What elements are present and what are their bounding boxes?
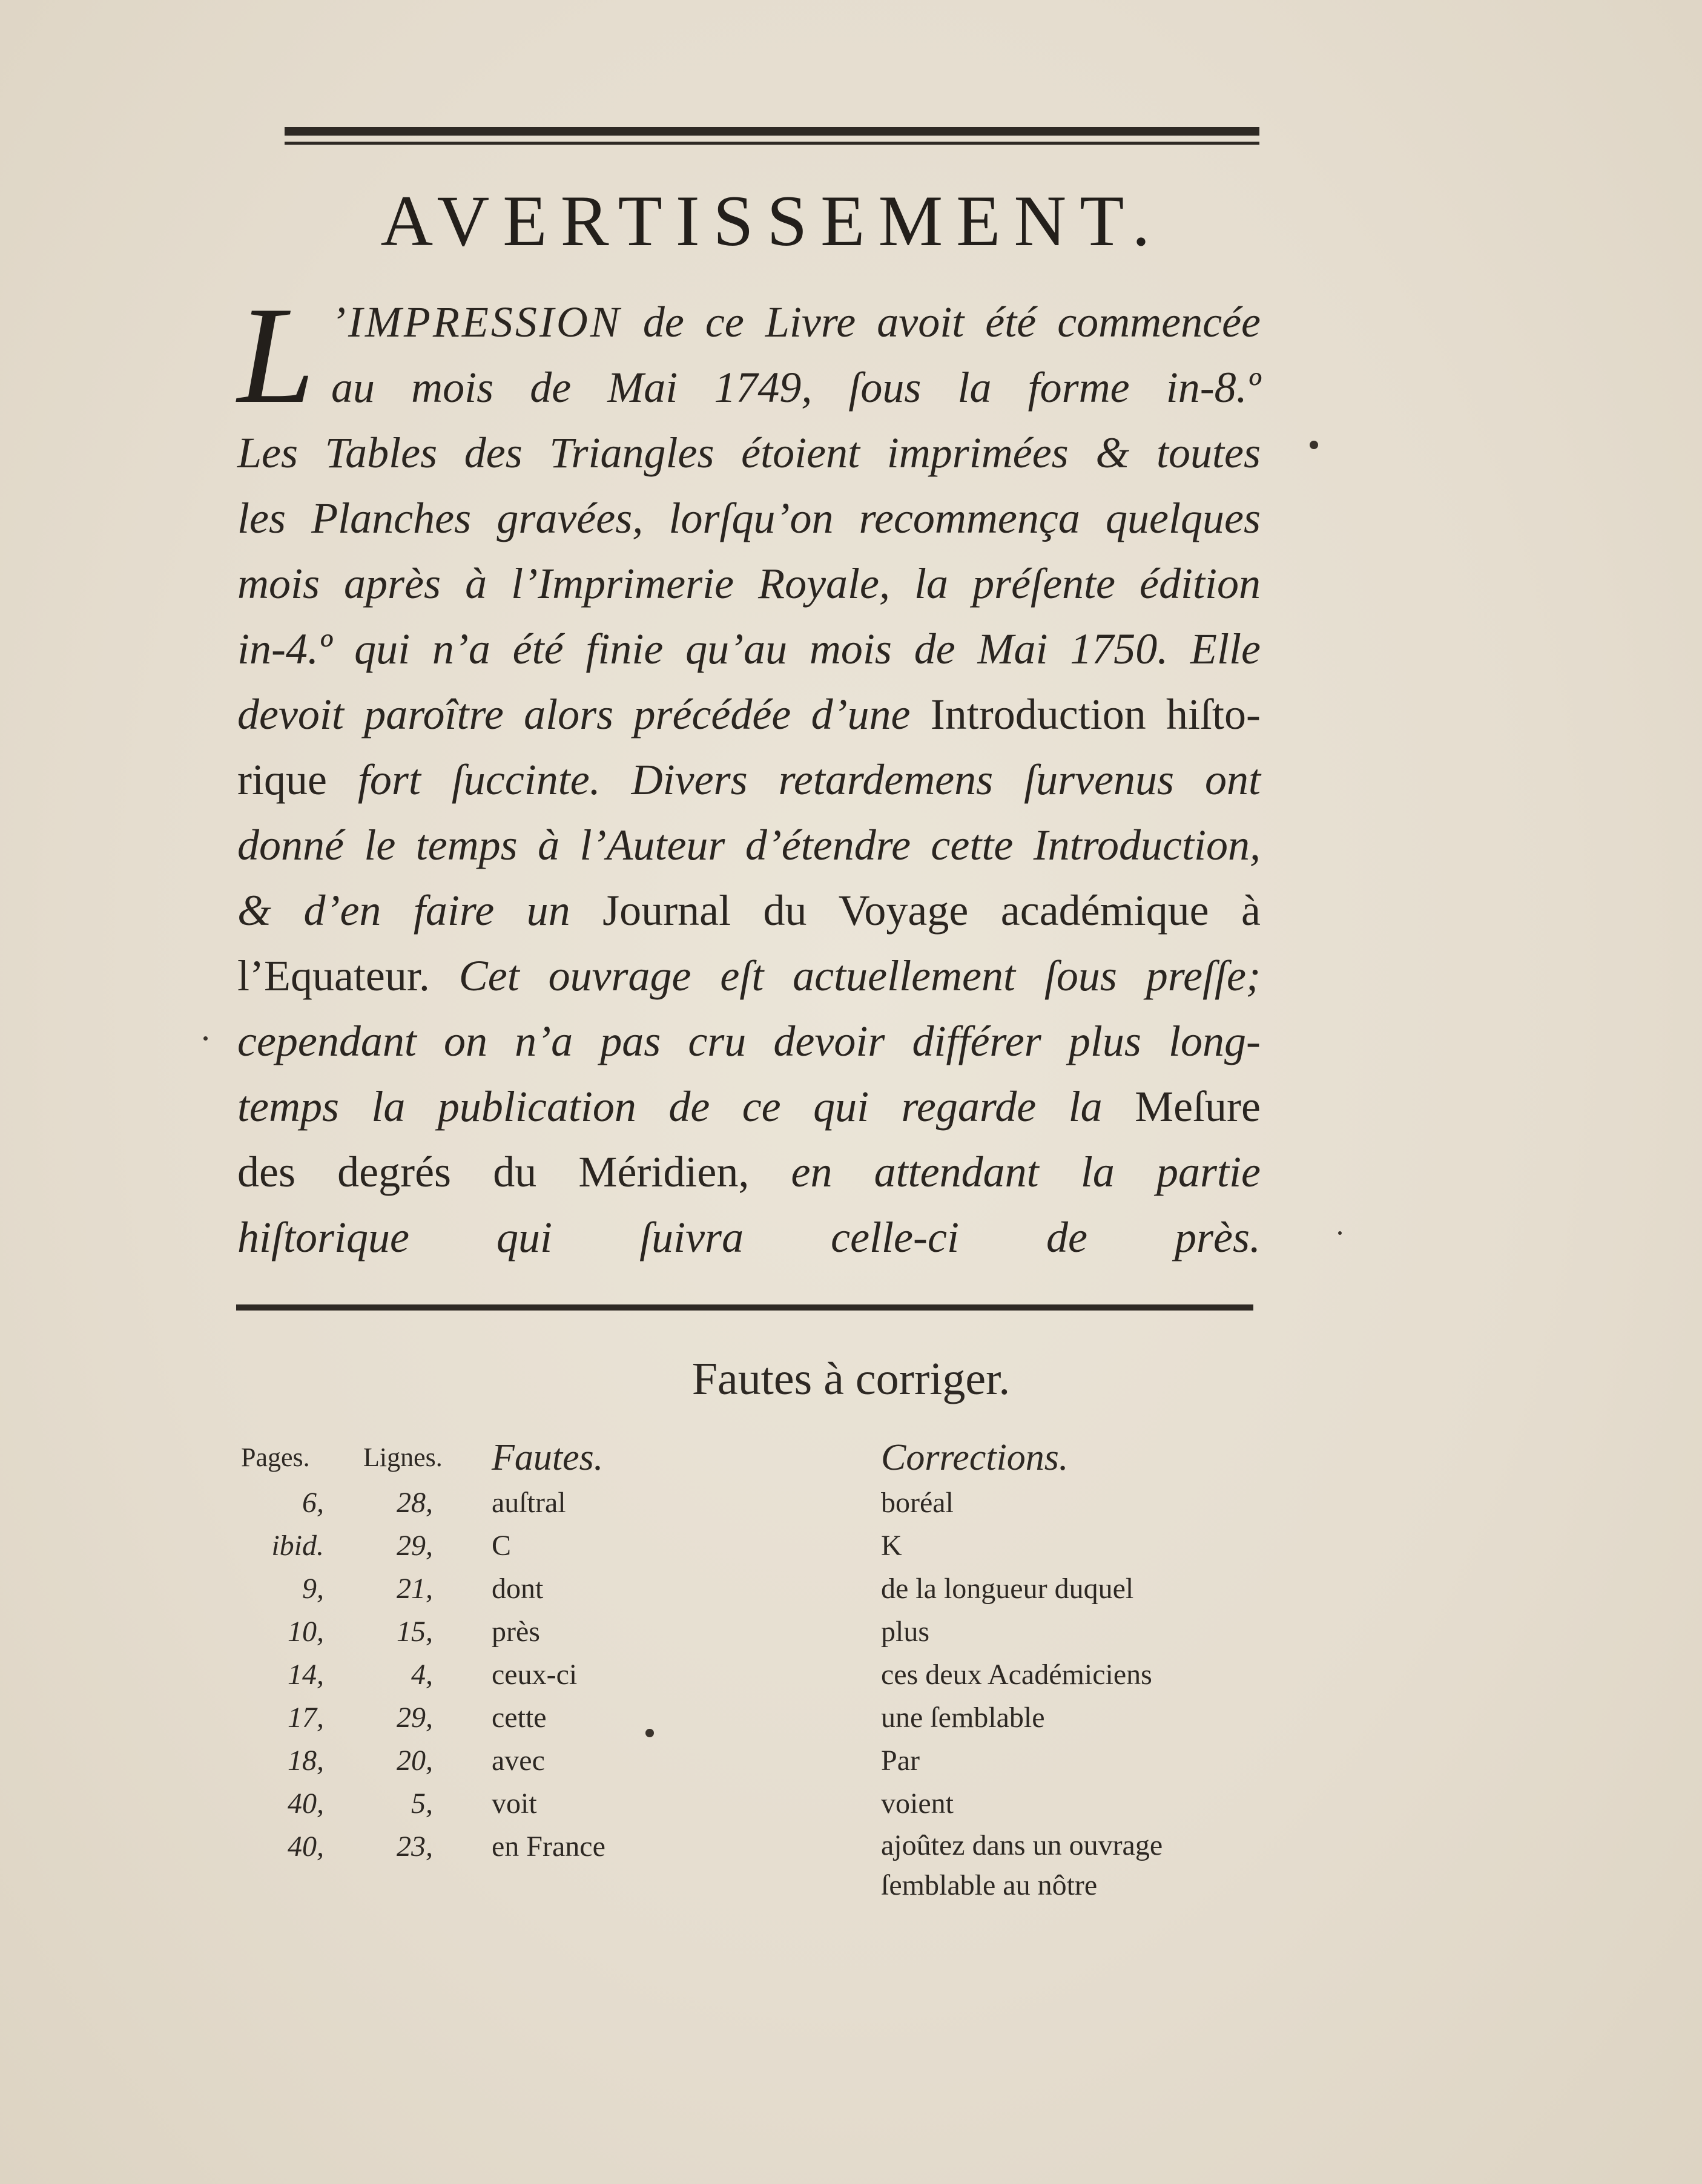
- body-line: [237, 943, 1261, 1008]
- body-text-segment: des degrés du Méridien,: [237, 1148, 791, 1196]
- ink-speck: [203, 1036, 208, 1041]
- errata-fault: cette: [492, 1702, 547, 1734]
- errata-correction: une ſemblable: [881, 1702, 1045, 1734]
- body-line: [331, 289, 1261, 355]
- top-rule-thin: [285, 142, 1259, 145]
- body-line: [237, 1008, 1261, 1074]
- errata-fault: près: [492, 1616, 540, 1648]
- body-line: [237, 420, 1261, 485]
- errata-line: 5,: [411, 1788, 433, 1820]
- errata-page: 18,: [288, 1745, 324, 1777]
- body-line: [237, 747, 1261, 812]
- body-line: [237, 812, 1261, 878]
- ink-speck: [645, 1729, 654, 1737]
- body-text-segment: Introduction hiſto-: [930, 690, 1261, 738]
- errata-page: 40,: [288, 1830, 324, 1863]
- body-text-segment: au mois de Mai 1749, ſous la forme in-8.º: [331, 363, 1261, 412]
- errata-page: 40,: [288, 1788, 324, 1820]
- body-line: [237, 878, 1261, 943]
- body-text-segment: fort ſuccinte. Divers retardemens ſurvenus ont: [357, 755, 1261, 804]
- errata-fault: C: [492, 1530, 512, 1562]
- errata-correction: de la longueur duquel: [881, 1573, 1134, 1605]
- errata-line: 20,: [397, 1745, 433, 1777]
- body-text-segment: & d’en faire un: [237, 886, 603, 935]
- errata-fault: en France: [492, 1830, 605, 1863]
- body-text-segment: Les Tables des Triangles étoient imprimées & toutes: [237, 429, 1261, 477]
- body-line: [331, 355, 1261, 420]
- errata-correction: voient: [881, 1788, 954, 1820]
- ink-speck: [1338, 1231, 1342, 1235]
- body-text-segment: Meſure: [1135, 1082, 1261, 1131]
- errata-line: 21,: [397, 1573, 433, 1605]
- errata-line: 29,: [397, 1530, 433, 1562]
- header-pages: Pages.: [241, 1442, 310, 1472]
- body-text-segment: en attendant la partie: [791, 1148, 1261, 1196]
- body-text-segment: temps la publication de ce qui regarde la: [237, 1082, 1135, 1131]
- page-title: AVERTISSEMENT.: [380, 180, 1164, 261]
- errata-line: 29,: [397, 1702, 433, 1734]
- drop-capital: L: [237, 278, 315, 432]
- body-text-segment: rique: [237, 755, 358, 804]
- errata-page: ibid.: [271, 1530, 324, 1562]
- body-line: [237, 616, 1261, 682]
- body-text-segment: Journal du Voyage académique à: [602, 886, 1261, 935]
- header-fautes: Fautes.: [492, 1437, 604, 1478]
- errata-line: 4,: [411, 1659, 433, 1691]
- errata-correction: plus: [881, 1616, 930, 1648]
- errata-fault: avec: [492, 1745, 545, 1777]
- body-text-segment: les Planches gravées, lorſqu’on recommença quelques: [237, 494, 1261, 542]
- errata-page: 14,: [288, 1659, 324, 1691]
- body-text-segment: de ce Livre avoit été commencée: [621, 298, 1261, 346]
- errata-page: 9,: [302, 1573, 324, 1605]
- body-line: [237, 1139, 1261, 1205]
- errata-line: 28,: [397, 1487, 433, 1519]
- errata-line: 15,: [397, 1616, 433, 1648]
- body-text-segment: donné le temps à l’Auteur d’étendre cette Introduction,: [237, 821, 1261, 869]
- body-text-segment: ’IMPRESSION: [331, 298, 622, 346]
- body-text-segment: Cet ouvrage eſt actuellement ſous preſſe;: [458, 952, 1261, 1000]
- top-rule-thick: [285, 127, 1259, 136]
- body-text-segment: in-4.º qui n’a été finie qu’au mois de Mai 1750. Elle: [237, 625, 1261, 673]
- ink-speck: [1310, 441, 1318, 449]
- header-lignes: Lignes.: [363, 1442, 443, 1472]
- errata-page: 10,: [288, 1616, 324, 1648]
- body-line: [237, 1074, 1261, 1139]
- body-line: [237, 1205, 1261, 1270]
- body-text-segment: cependant on n’a pas cru devoir différer plus long-: [237, 1017, 1261, 1065]
- section-rule: [236, 1304, 1253, 1311]
- errata-fault: dont: [492, 1573, 544, 1605]
- body-line: [237, 485, 1261, 551]
- errata-title: Fautes à corriger.: [691, 1353, 1011, 1404]
- errata-page: 6,: [302, 1487, 324, 1519]
- body-text-segment: devoit paroître alors précédée d’une: [237, 690, 931, 738]
- errata-correction: K: [881, 1530, 902, 1562]
- body-text-segment: mois après à l’Imprimerie Royale, la préſente édition: [237, 559, 1261, 608]
- errata-correction: ces deux Académiciens: [881, 1659, 1152, 1691]
- errata-correction: Par: [881, 1745, 920, 1777]
- errata-fault: auſtral: [492, 1487, 566, 1519]
- errata-fault: ceux-ci: [492, 1659, 578, 1691]
- body-text-segment: l’Equateur.: [237, 952, 459, 1000]
- errata-line: 23,: [397, 1830, 433, 1863]
- header-corrections: Corrections.: [881, 1437, 1069, 1478]
- body-line: [237, 682, 1261, 747]
- errata-correction: boréal: [881, 1487, 954, 1519]
- body-text-segment: hiſtorique qui ſuivra celle-ci de près.: [237, 1213, 1261, 1261]
- errata-fault: voit: [492, 1788, 537, 1820]
- errata-page: 17,: [288, 1702, 324, 1734]
- errata-correction: ajoûtez dans un ouvrage ſemblable au nôtre: [881, 1829, 1163, 1901]
- body-line: [237, 551, 1261, 616]
